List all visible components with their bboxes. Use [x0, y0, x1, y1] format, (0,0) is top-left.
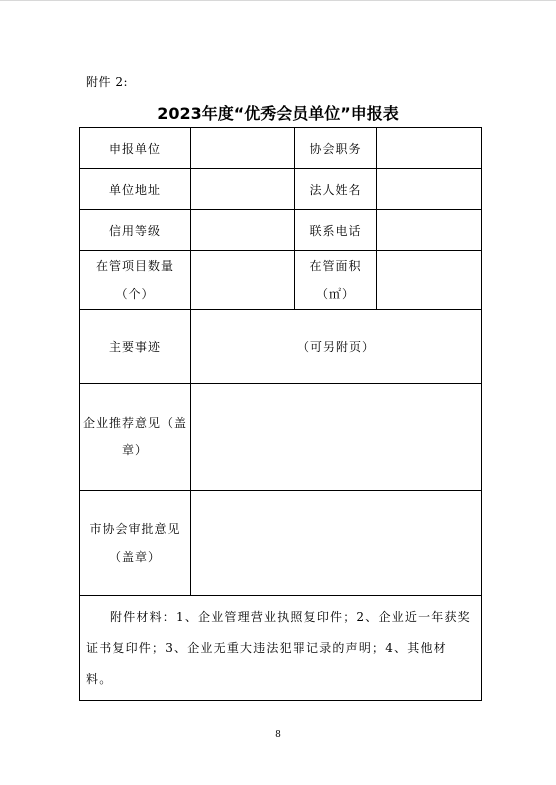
achievements-label: 主要事迹: [80, 310, 191, 384]
association-opinion-field[interactable]: [191, 491, 482, 596]
page-top-border: [0, 0, 556, 1]
table-row: [80, 210, 482, 251]
association-opinion-label: 市协会审批意见: [89, 522, 181, 536]
table-row: [80, 596, 482, 701]
applicant-field[interactable]: [191, 128, 295, 169]
applicant-label: 申报单位: [80, 128, 191, 169]
table-row: [80, 128, 482, 169]
credit-label: 信用等级: [80, 210, 191, 251]
achievements-field[interactable]: [191, 310, 482, 384]
address-label: 单位地址: [80, 169, 191, 210]
attachments-note-cell: [80, 596, 482, 701]
company-opinion-label: 企业推荐意见（盖: [82, 416, 187, 430]
area-label-cell: [295, 251, 377, 310]
attachment-label: 附件 2:: [86, 75, 128, 89]
company-opinion-label-cell: [80, 384, 191, 491]
phone-label: 联系电话: [295, 210, 377, 251]
association-opinion-label-2: （盖章）: [108, 550, 161, 564]
area-label: 在管面积: [309, 259, 362, 273]
achievements-hint: （可另附页）: [296, 340, 375, 354]
company-opinion-label-2: 章）: [121, 443, 148, 457]
page-number: 8: [275, 730, 281, 740]
projects-label: 在管项目数量: [95, 259, 174, 273]
table-row: [80, 251, 482, 310]
legal-rep-field[interactable]: [377, 169, 482, 210]
form-title: 2023年度“优秀会员单位”申报表: [157, 104, 399, 123]
application-form-table: [79, 127, 482, 701]
area-unit: （㎡）: [315, 287, 355, 301]
company-opinion-field[interactable]: [191, 384, 482, 491]
projects-label-cell: [80, 251, 191, 310]
legal-rep-label: 法人姓名: [295, 169, 377, 210]
association-role-label: 协会职务: [295, 128, 377, 169]
address-field[interactable]: [191, 169, 295, 210]
attachments-note: 附件材料：1、企业管理营业执照复印件；2、企业近一年获奖证书复印件；3、企业无重大违法犯罪记录的声明；4、其他材料。: [86, 609, 471, 686]
association-opinion-label-cell: [80, 491, 191, 596]
table-row: [80, 384, 482, 491]
area-field[interactable]: [377, 251, 482, 310]
table-row: [80, 491, 482, 596]
projects-field[interactable]: [191, 251, 295, 310]
table-row: [80, 169, 482, 210]
credit-field[interactable]: [191, 210, 295, 251]
projects-unit: （个）: [115, 287, 155, 301]
association-role-field[interactable]: [377, 128, 482, 169]
table-row: [80, 310, 482, 384]
phone-field[interactable]: [377, 210, 482, 251]
